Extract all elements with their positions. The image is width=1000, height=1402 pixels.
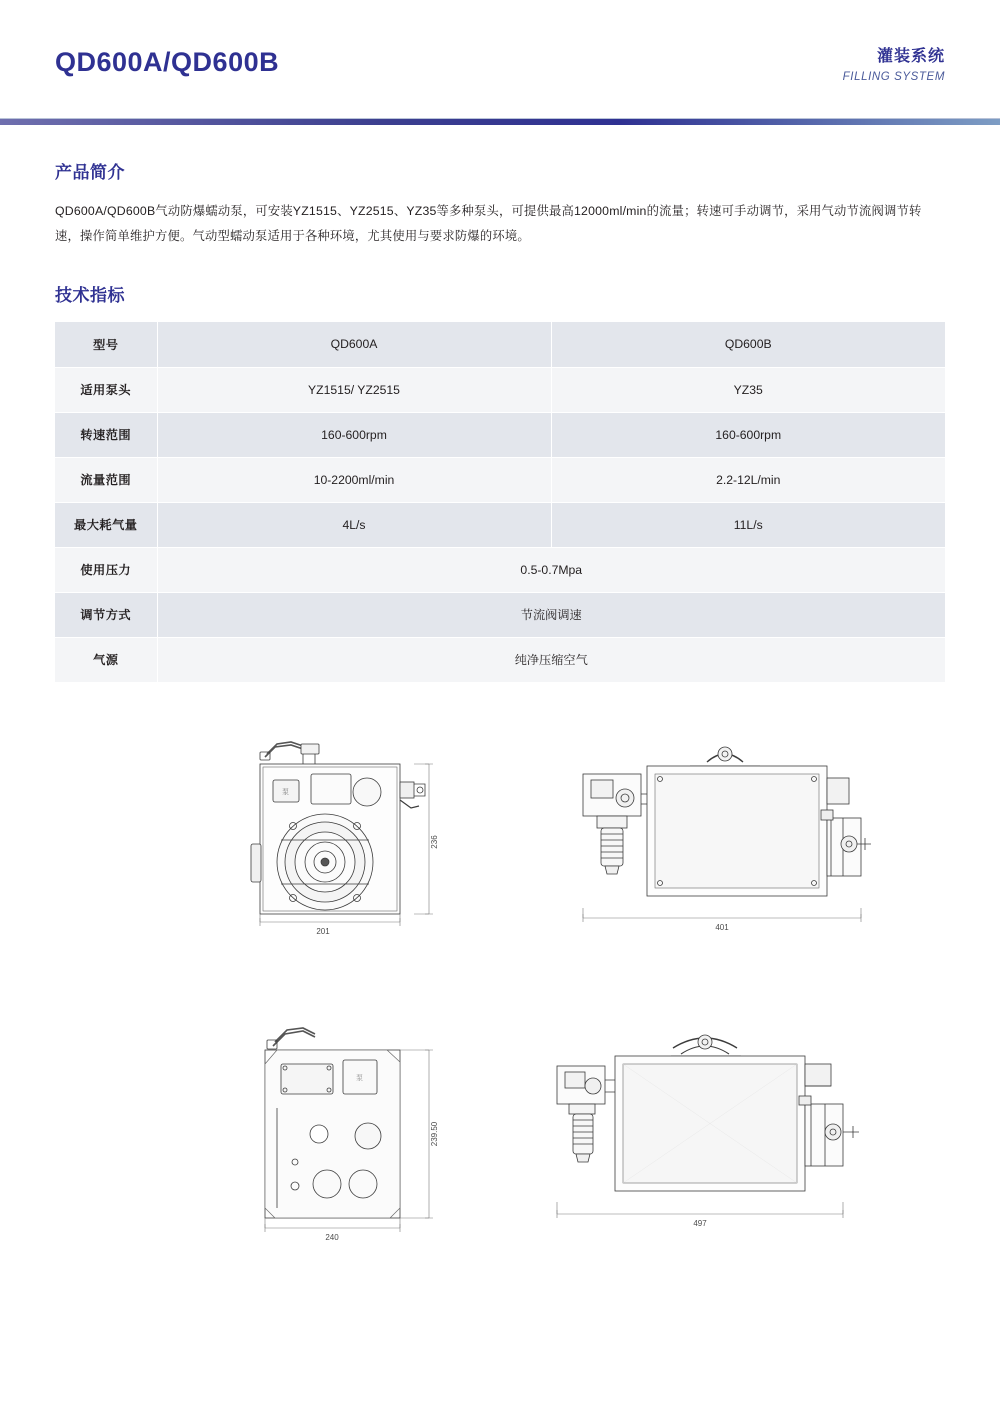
drawing-top-view: [495, 1012, 925, 1252]
svg-text:泵: 泵: [282, 789, 289, 797]
series-name-cn: 灌装系统: [876, 47, 945, 65]
drawing-rear-view: [215, 1012, 475, 1252]
spec-value-a: QD600A: [157, 322, 551, 367]
spec-label: 适用泵头: [55, 367, 157, 412]
spec-value-b: 2.2-12L/min: [551, 457, 945, 502]
spec-label: 调节方式: [55, 592, 157, 637]
spec-label: 使用压力: [55, 547, 157, 592]
intro-paragraph: QD600A/QD600B气动防爆蠕动泵，可安装YZ1515、YZ2515、YZ35等多种泵头，可提供最高12000ml/min的流量；转速可手动调节，采用气动节流阀调节转速，操作简单维护方便。气动型蠕动泵适用于各种环境，尤其使用与要求防爆的环境。: [55, 204, 922, 243]
spec-value-b: YZ35: [551, 367, 945, 412]
table-row: [55, 412, 945, 457]
spec-value-a: 160-600rpm: [157, 412, 551, 457]
spec-value-merged: 节流阀调速: [157, 592, 945, 637]
dim-front-height: 236: [430, 835, 439, 849]
section-title-intro: 产品简介: [55, 163, 125, 182]
drawing-front-view: [215, 722, 475, 952]
page-header: [0, 0, 1000, 125]
spec-value-merged: 0.5-0.7Mpa: [157, 547, 945, 592]
spec-label: 气源: [55, 637, 157, 682]
spec-label: 转速范围: [55, 412, 157, 457]
spec-value-b: 160-600rpm: [551, 412, 945, 457]
drawing-side-view: [525, 722, 925, 952]
header-divider: [0, 119, 1000, 125]
table-row: [55, 322, 945, 367]
section-title-specs: 技术指标: [55, 286, 125, 306]
technical-drawings: [55, 712, 945, 1272]
svg-text:泵: 泵: [356, 1075, 363, 1083]
spec-label: 流量范围: [55, 457, 157, 502]
table-row: [55, 367, 945, 412]
table-row: [55, 637, 945, 682]
series-name-en: FILLING SYSTEM: [842, 70, 945, 83]
dim-top-width: 497: [693, 1219, 707, 1229]
dim-rear-width: 240: [325, 1233, 339, 1243]
spec-label: 型号: [55, 322, 157, 367]
series-block: [843, 43, 945, 83]
dim-rear-height: 239.50: [430, 1121, 439, 1147]
table-row: [55, 457, 945, 502]
spec-value-a: YZ1515/ YZ2515: [157, 367, 551, 412]
spec-value-b: 11L/s: [551, 502, 945, 547]
spec-value-b: QD600B: [551, 322, 945, 367]
table-row: [55, 502, 945, 547]
spec-table: [55, 322, 945, 682]
dim-front-width: 201: [316, 927, 330, 937]
table-row: [55, 547, 945, 592]
spec-value-a: 4L/s: [157, 502, 551, 547]
dim-side-width: 401: [715, 923, 729, 933]
page-title: QD600A/QD600B: [55, 47, 280, 77]
spec-value-merged: 纯净压缩空气: [157, 637, 945, 682]
table-row: [55, 592, 945, 637]
spec-label: 最大耗气量: [55, 502, 157, 547]
spec-value-a: 10-2200ml/min: [157, 457, 551, 502]
